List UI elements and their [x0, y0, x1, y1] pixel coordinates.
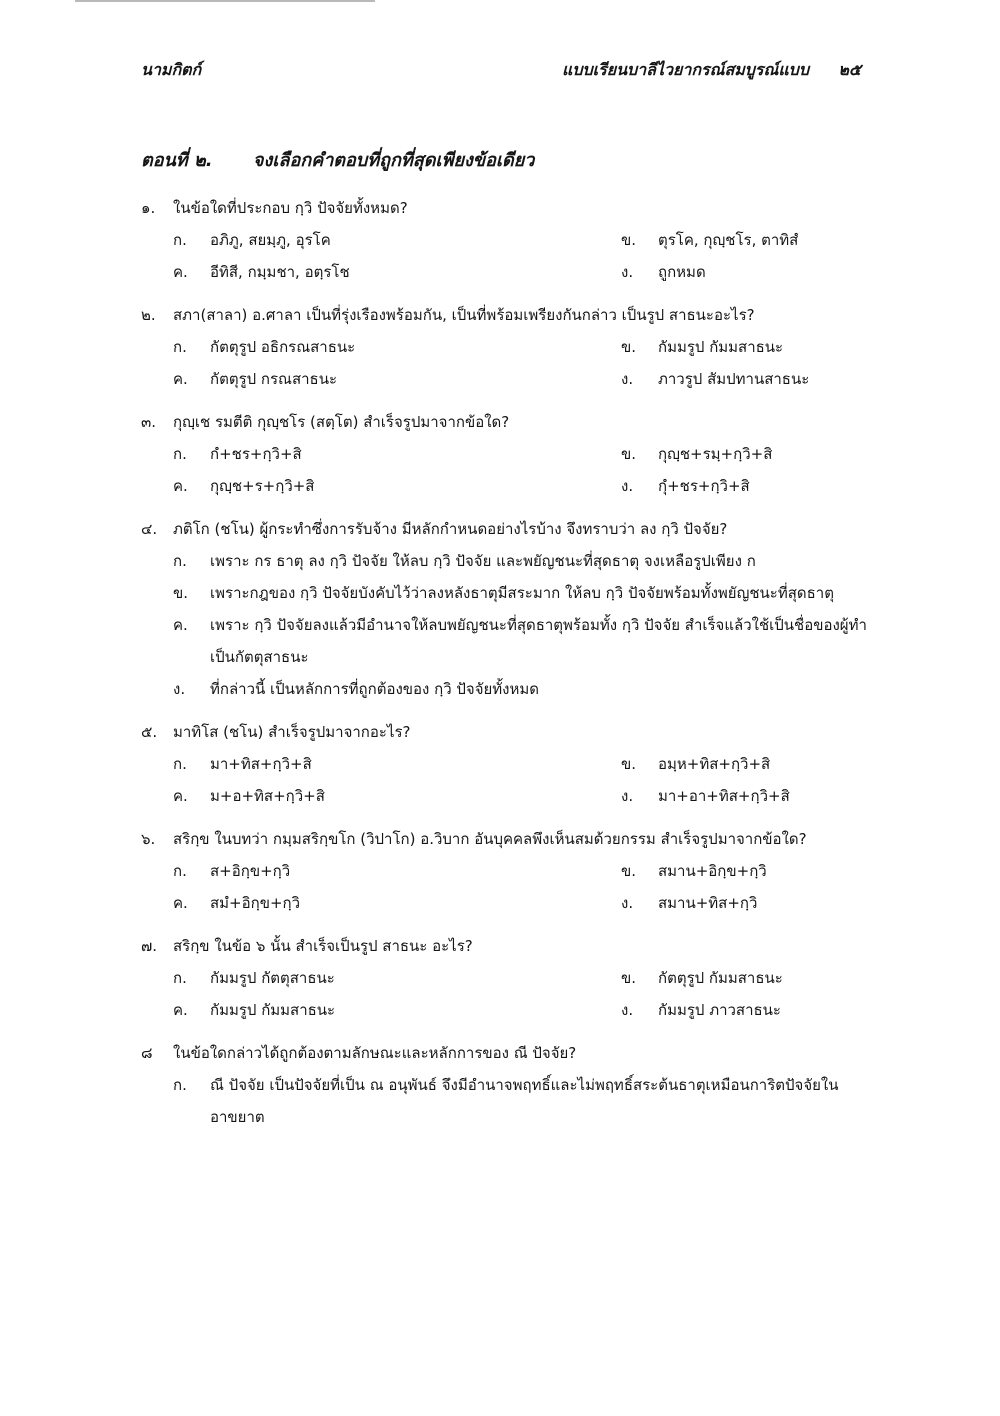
choice-label: ก.: [173, 969, 187, 987]
question-text: สริกฺข ในข้อ ๖ นั้น สำเร็จเป็นรูป สาธนะ อะไร?: [173, 937, 473, 955]
choice-option: [621, 438, 871, 470]
choice-option: [173, 962, 621, 994]
choice-text: สมาน+ทิส+กฺวิ: [658, 894, 758, 912]
part-heading: [141, 145, 534, 174]
choice-text: ที่กล่าวนี้ เป็นหลักการที่ถูกต้องของ กฺวิ ปัจจัยทั้งหมด: [210, 680, 540, 698]
choice-label: ก.: [173, 552, 187, 570]
question: [141, 406, 871, 502]
question-number: ๑.: [141, 199, 156, 217]
choice-option: [173, 363, 621, 395]
question-stem: [141, 930, 871, 962]
question-number: ๖.: [141, 830, 156, 848]
choice-option: [621, 780, 871, 812]
question-stem: [141, 192, 871, 224]
choice-option: [621, 994, 871, 1026]
choice-text: เพราะกฎของ กฺวิ ปัจจัยบังคับไว้ว่าลงหลังธาตุมีสระมาก ให้ลบ กฺวิ ปัจจัยพร้อมทั้งพยัญชนะที่สุดธาตุ: [210, 584, 834, 602]
choice-text: กุญฺช+ร+กฺวิ+สิ: [210, 477, 315, 495]
question: [141, 930, 871, 1026]
choice-text: เพราะ กร ธาตุ ลง กฺวิ ปัจจัย ให้ลบ กฺวิ ปัจจัย และพยัญชนะที่สุดธาตุ จงเหลือรูปเพียง ก: [210, 552, 756, 570]
choice-text: กัตตุรูป กัมมสาธนะ: [658, 969, 783, 987]
choice-label: ข.: [621, 755, 637, 773]
section-name: นามกิตก์: [141, 60, 202, 79]
choice-option: [173, 1069, 871, 1133]
top-rule: [75, 0, 375, 2]
question-number: ๒.: [141, 306, 156, 324]
choice-text: ภาวรูป สัมปทานสาธนะ: [658, 370, 810, 388]
choice-label: ค.: [173, 263, 188, 281]
choice-label: ง.: [621, 370, 634, 388]
question: [141, 823, 871, 919]
question-number: ๘: [141, 1044, 153, 1062]
choice-option: [173, 545, 871, 577]
choice-option: [173, 887, 621, 919]
choice-label: ก.: [173, 1076, 187, 1094]
choice-text: ตุรโค, กุญฺชโร, ตาทิสํ: [658, 231, 799, 249]
choice-option: [173, 748, 621, 780]
choice-label: ค.: [173, 370, 188, 388]
question: [141, 192, 871, 288]
choice-label: ง.: [173, 680, 186, 698]
question: [141, 299, 871, 395]
part-instruction: จงเลือกคำตอบที่ถูกที่สุดเพียงข้อเดียว: [252, 150, 535, 171]
choice-text: สมํ+อิกฺข+กฺวิ: [210, 894, 301, 912]
choice-label: ง.: [621, 894, 634, 912]
choice-text: กัมมรูป กัมมสาธนะ: [658, 338, 784, 356]
choice-text: เพราะ กฺวิ ปัจจัยลงแล้วมีอำนาจให้ลบพยัญชนะที่สุดธาตุพร้อมทั้ง กฺวิ ปัจจัย สำเร็จแล้วใช้เป็นชื่อของผู้ทำ เป็นกัตตุสาธนะ: [210, 616, 867, 666]
question-stem: [141, 716, 871, 748]
question-stem: [141, 406, 871, 438]
question-text: กุญฺเช รมตีติ กุญฺชโร (สตฺโต) สำเร็จรูปมาจากข้อใด?: [173, 413, 510, 431]
choice-option: [173, 577, 871, 609]
question-number: ๓.: [141, 413, 157, 431]
choice-text: กัมมรูป กัมมสาธนะ: [210, 1001, 336, 1019]
choice-text: กัมมรูป ภาวสาธนะ: [658, 1001, 781, 1019]
question: [141, 716, 871, 812]
choice-text: ม+อ+ทิส+กฺวิ+สิ: [210, 787, 325, 805]
choice-label: ก.: [173, 231, 187, 249]
choice-option: [173, 438, 621, 470]
choice-label: ค.: [173, 894, 188, 912]
choice-grid: [173, 331, 871, 395]
part-label: ตอนที่ ๒.: [141, 150, 213, 171]
choice-grid: [173, 855, 871, 919]
question-number: ๗.: [141, 937, 158, 955]
choice-label: ข.: [621, 231, 637, 249]
choice-text: ส+อิกฺข+กฺวิ: [210, 862, 291, 880]
question-text: สภา(สาลา) อ.ศาลา เป็นที่รุ่งเรืองพร้อมกัน, เป็นที่พร้อมเพรียงกันกล่าว เป็นรูป สาธนะอะไร?: [173, 306, 755, 324]
question: [141, 513, 871, 705]
question-text: ในข้อใดกล่าวได้ถูกต้องตามลักษณะและหลักการของ ณี ปัจจัย?: [173, 1044, 577, 1062]
choice-option: [173, 780, 621, 812]
choice-grid: [173, 962, 871, 1026]
choice-text: ณี ปัจจัย เป็นปัจจัยที่เป็น ณ อนุพันธ์ จึงมีอำนาจพฤทธิ์และไม่พฤทธิ์สระต้นธาตุเหมือนการิตปัจจัยในอาขยาต: [210, 1076, 839, 1126]
choice-option: [173, 256, 621, 288]
choice-text: กัตตุรูป กรณสาธนะ: [210, 370, 338, 388]
question-text: มาทิโส (ชโน) สำเร็จรูปมาจากอะไร?: [173, 723, 411, 741]
question-stem: [141, 299, 871, 331]
choice-option: [621, 962, 871, 994]
choice-text: กัมมรูป กัตตุสาธนะ: [210, 969, 335, 987]
choice-option: [173, 994, 621, 1026]
choice-text: กุํ+ชร+กฺวิ+สิ: [658, 477, 750, 495]
choice-text: กํ+ชร+กฺวิ+สิ: [210, 445, 302, 463]
question-text: ภติโก (ชโน) ผู้กระทำซึ่งการรับจ้าง มีหลักกำหนดอย่างไรบ้าง จึงทราบว่า ลง กฺวิ ปัจจัย?: [173, 520, 728, 538]
choice-label: ก.: [173, 862, 187, 880]
choice-text: มา+ทิส+กฺวิ+สิ: [210, 755, 312, 773]
choice-label: ค.: [173, 616, 188, 634]
question-text: ในข้อใดที่ประกอบ กฺวิ ปัจจัยทั้งหมด?: [173, 199, 408, 217]
choice-text: อีทิสี, กมฺมชา, อตฺรโช: [210, 263, 350, 281]
choice-text: มา+อา+ทิส+กฺวิ+สิ: [658, 787, 790, 805]
choice-text: อมฺห+ทิส+กฺวิ+สิ: [658, 755, 771, 773]
choice-option: [173, 673, 871, 705]
choice-label: ง.: [621, 787, 634, 805]
question-number: ๕.: [141, 723, 158, 741]
choice-label: ข.: [173, 584, 189, 602]
choice-label: ง.: [621, 263, 634, 281]
question-stem: [141, 1037, 871, 1069]
choice-grid: [173, 438, 871, 502]
choice-grid: [173, 224, 871, 288]
page-header: [141, 58, 861, 88]
choice-label: ข.: [621, 338, 637, 356]
choice-label: ง.: [621, 477, 634, 495]
choice-text: สมาน+อิกฺข+กฺวิ: [658, 862, 767, 880]
choice-label: ข.: [621, 969, 637, 987]
choice-option: [621, 748, 871, 780]
choice-text: กัตตุรูป อธิกรณสาธนะ: [210, 338, 356, 356]
question-text: สริกฺข ในบทว่า กมฺมสริกฺขโก (วิปาโก) อ.วิบาก อันบุคคลพึงเห็นสมด้วยกรรม สำเร็จรูปมาจากข้อใด?: [173, 830, 807, 848]
choice-option: [621, 470, 871, 502]
choice-option: [621, 887, 871, 919]
choice-label: ข.: [621, 445, 637, 463]
question-stem: [141, 823, 871, 855]
choice-text: กุญฺช+รมฺ+กฺวิ+สิ: [658, 445, 773, 463]
choice-option: [173, 224, 621, 256]
choice-label: ก.: [173, 755, 187, 773]
choice-label: ก.: [173, 445, 187, 463]
question-stem: [141, 513, 871, 545]
choice-grid: [173, 748, 871, 812]
choice-label: ค.: [173, 787, 188, 805]
book-title: แบบเรียนบาลีไวยากรณ์สมบูรณ์แบบ: [562, 60, 809, 79]
choice-text: อภิภู, สยมฺภู, อุรโค: [210, 231, 331, 249]
page-number: ๒๕: [838, 60, 861, 79]
choice-label: ค.: [173, 477, 188, 495]
choice-option: [621, 855, 871, 887]
choice-option: [173, 331, 621, 363]
choice-text: ถูกหมด: [658, 263, 706, 281]
choice-list: [173, 545, 871, 705]
choice-label: ง.: [621, 1001, 634, 1019]
choice-option: [621, 224, 871, 256]
choice-option: [173, 470, 621, 502]
choice-label: ก.: [173, 338, 187, 356]
choice-option: [173, 855, 621, 887]
choice-label: ค.: [173, 1001, 188, 1019]
choice-option: [621, 256, 871, 288]
question: [141, 1037, 871, 1133]
choice-option: [621, 331, 871, 363]
question-number: ๔.: [141, 520, 158, 538]
choice-list: [173, 1069, 871, 1133]
question-list: [141, 192, 871, 1144]
choice-label: ข.: [621, 862, 637, 880]
choice-option: [621, 363, 871, 395]
choice-option: [173, 609, 871, 673]
